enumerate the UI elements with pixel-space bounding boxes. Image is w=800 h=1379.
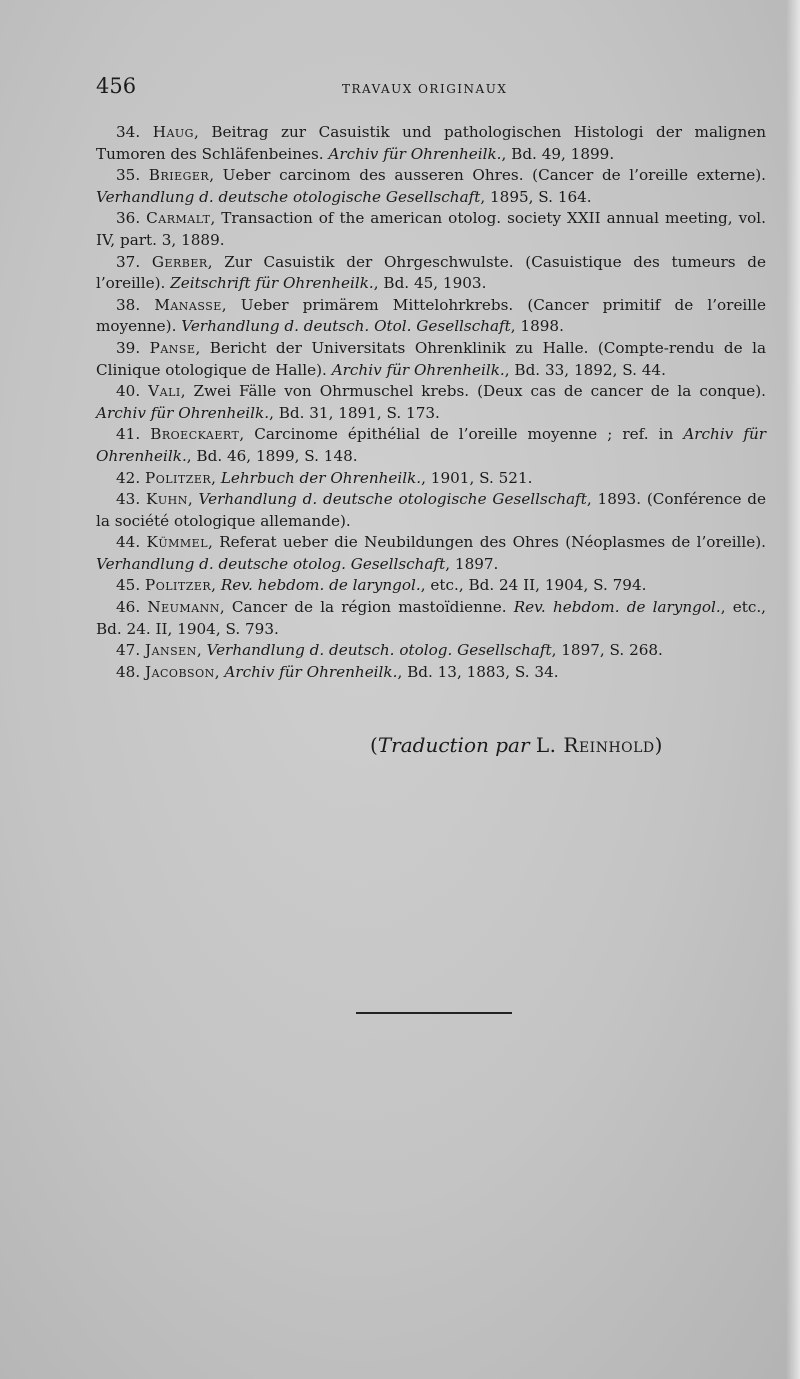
reference-details: , Bd. 33, 1892, S. 44. — [504, 360, 666, 379]
reference-text: , — [214, 662, 225, 681]
reference-title: Verhandlung d. deutsche otologische Gesellschaft — [96, 187, 481, 206]
reference-title: Archiv für Ohrenheilk. — [96, 403, 270, 422]
reference-entry — [96, 640, 766, 662]
reference-number: 37. — [116, 252, 141, 271]
reference-number: 34. — [116, 123, 141, 141]
reference-title: Zeitschrift für Ohrenheilk. — [170, 274, 374, 293]
reference-author: Kümmel — [146, 533, 209, 552]
reference-title: Verhandlung d. deutsch. Otol. Gesellschaft — [181, 317, 511, 336]
reference-details: , 1895, S. 164. — [480, 187, 592, 206]
reference-author: Jansen — [144, 641, 197, 660]
reference-details: , Bd. 46, 1899, S. 148. — [186, 446, 358, 465]
reference-number: 38. — [116, 295, 141, 314]
reference-entry — [96, 597, 766, 640]
reference-entry — [96, 381, 766, 424]
reference-details: , 1893. (Conférence de la société otologique allemande). — [96, 490, 767, 530]
reference-number: 41. — [116, 425, 141, 444]
reference-text: , Ueber carcinom des ausseren Ohres. (Cancer de l’oreille externe). — [209, 166, 766, 185]
reference-entry — [96, 424, 766, 467]
reference-title: Rev. hebdom. de laryngol. — [220, 576, 421, 595]
reference-entry — [96, 165, 766, 208]
reference-title: Archiv für Ohrenheilk. — [331, 360, 505, 379]
reference-details: , Bd. 13, 1883, S. 34. — [397, 662, 559, 681]
reference-author: Gerber — [151, 252, 208, 271]
translation-credit: (Traduction par L. Reinhold) — [370, 733, 663, 757]
reference-title: Rev. hebdom. de laryngol. — [513, 598, 721, 617]
reference-title: Verhandlung d. deutsche otologische Gesellschaft — [198, 490, 587, 509]
reference-entry — [96, 468, 766, 490]
reference-text: , — [211, 576, 221, 595]
reference-entry — [96, 532, 766, 575]
reference-text: , Zwei Fälle von Ohrmuschel krebs. (Deux cas de cancer de la conque). — [180, 382, 766, 401]
page-number: 456 — [96, 74, 137, 98]
reference-details: , Bd. 31, 1891, S. 173. — [269, 403, 440, 422]
reference-number: 47. — [116, 641, 141, 660]
reference-entry — [96, 575, 766, 597]
reference-entry — [96, 295, 766, 338]
running-head: TRAVAUX ORIGINAUX — [342, 82, 508, 96]
end-rule — [356, 1012, 512, 1014]
reference-entry — [96, 662, 766, 684]
reference-author: Politzer — [144, 576, 212, 595]
reference-author: Jacobson — [144, 662, 215, 681]
reference-entry — [96, 338, 766, 381]
reference-author: Neumann — [147, 598, 220, 617]
reference-number: 36. — [116, 209, 141, 228]
reference-title: Verhandlung d. deutsche otolog. Gesellschaft — [96, 554, 446, 573]
reference-entry — [96, 252, 766, 295]
reference-author: Kuhn — [146, 490, 188, 509]
reference-number: 43. — [116, 490, 141, 509]
reference-number: 35. — [116, 166, 141, 185]
reference-entry — [96, 489, 766, 532]
reference-author: Brieger — [148, 166, 210, 185]
reference-author: Politzer — [144, 468, 212, 487]
reference-number: 40. — [116, 382, 141, 401]
reference-author: Panse — [149, 338, 196, 357]
reference-number: 45. — [116, 576, 141, 595]
reference-author: Manasse — [154, 295, 222, 314]
reference-author: Vali — [148, 382, 181, 401]
reference-title: Verhandlung d. deutsch. otolog. Gesellschaft — [206, 641, 552, 660]
reference-text: , Bericht der Universitats Ohrenklinik zu Halle. (Compte-rendu de la Clinique otologique de Halle). — [96, 338, 767, 379]
reference-details: , 1897. — [445, 554, 499, 573]
reference-entry — [96, 208, 766, 251]
reference-text: , — [187, 490, 199, 509]
reference-text: , Carcinome épithélial de l’oreille moyenne ; ref. in — [239, 425, 684, 444]
reference-details: , 1898. — [510, 317, 564, 336]
reference-details: , Bd. 49, 1899. — [501, 144, 615, 163]
reference-number: 44. — [116, 533, 141, 552]
reference-author: Broeckaert — [150, 425, 240, 444]
reference-text: , — [211, 468, 221, 487]
reference-number: 46. — [116, 598, 141, 617]
page-edge-highlight — [786, 0, 800, 1379]
reference-text: , Cancer de la région mastoïdienne. — [219, 598, 514, 617]
reference-text: , Ueber primärem Mittelohrkrebs. (Cancer primitif de l’oreille moyenne). — [96, 295, 766, 336]
reference-title: Archiv für Ohrenheilk. — [96, 425, 766, 465]
reference-text: , Zur Casuistik der Ohrgeschwulste. (Casuistique des tumeurs de l’oreille). — [96, 252, 766, 293]
reference-text: , Beitrag zur Casuistik und pathologischen Histologi der malignen Tumoren des Schläfenbeines. — [96, 123, 766, 163]
translator-name: L. Reinhold — [535, 733, 655, 757]
reference-author: Haug — [152, 123, 194, 141]
reference-number: 48. — [116, 662, 141, 681]
page-header — [96, 74, 762, 106]
reference-details: , 1901, S. 521. — [421, 468, 533, 487]
reference-details: , 1897, S. 268. — [551, 641, 663, 660]
reference-title: Archiv für Ohrenheilk. — [328, 144, 502, 163]
reference-number: 39. — [116, 338, 141, 357]
reference-details: , Bd. 45, 1903. — [373, 274, 487, 293]
reference-text: , Referat ueber die Neubildungen des Ohres (Néoplasmes de l’oreille). — [208, 533, 767, 552]
reference-entry — [96, 122, 766, 165]
reference-details: , etc., Bd. 24. II, 1904, S. 793. — [96, 598, 766, 638]
reference-title: Lehrbuch der Ohrenheilk. — [220, 468, 422, 487]
reference-details: , etc., Bd. 24 II, 1904, S. 794. — [420, 576, 647, 595]
translation-by: Traduction par — [377, 733, 530, 757]
reference-author: Carmalt — [146, 209, 211, 228]
reference-list — [96, 122, 766, 683]
reference-text: , — [196, 641, 207, 660]
reference-number: 42. — [116, 468, 141, 487]
reference-title: Archiv für Ohrenheilk. — [224, 662, 398, 681]
reference-text: , Transaction of the american otolog. society XXII annual meeting, vol. IV, part. 3, 1889. — [96, 209, 766, 249]
